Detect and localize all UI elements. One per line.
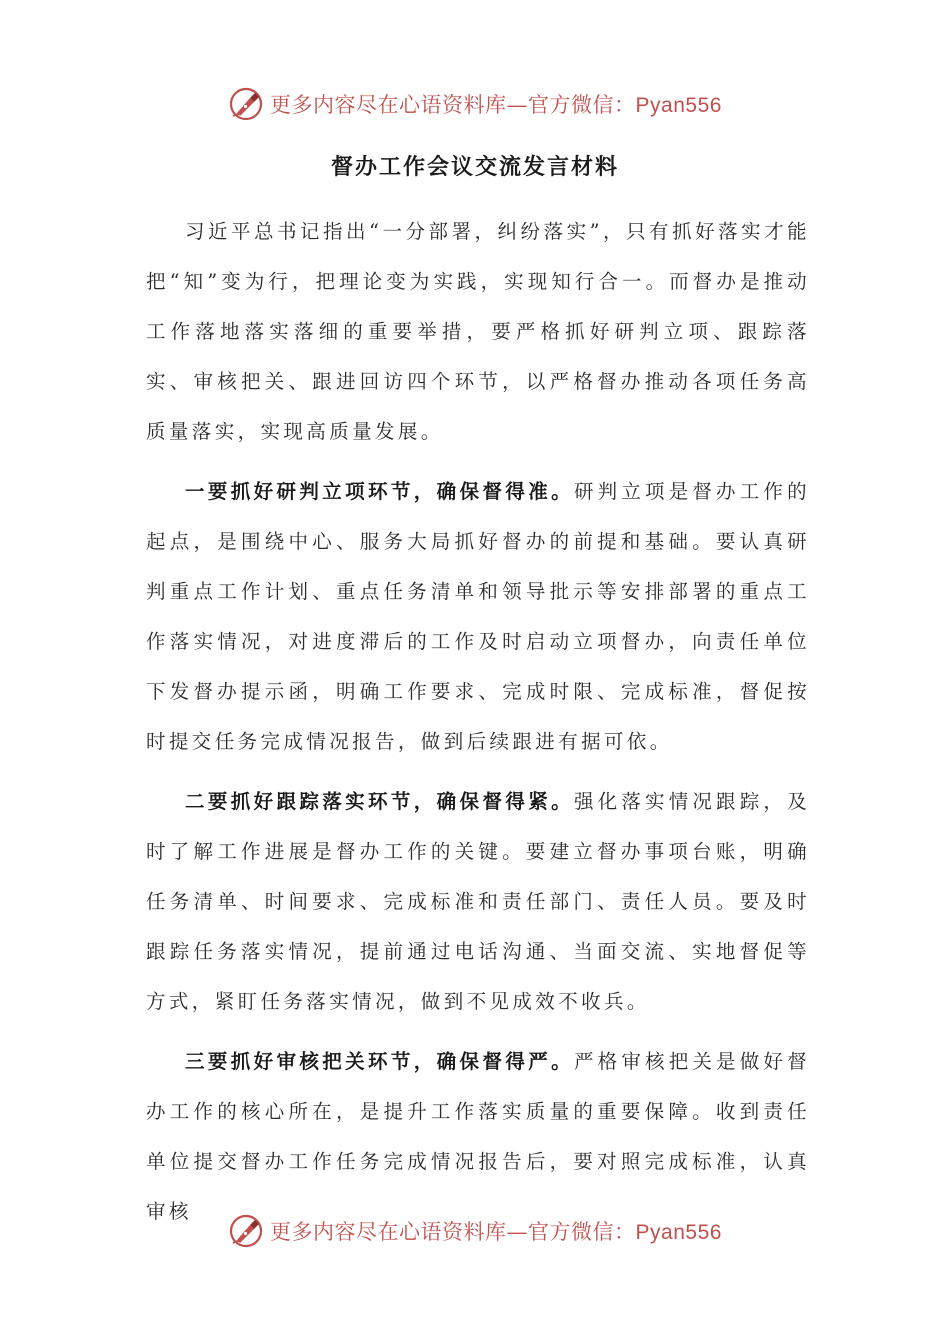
paragraph-section-3 (146, 1037, 810, 1237)
promo-label: 更多内容尽在心语资料库—官方微信： (270, 93, 636, 117)
promo-text (270, 1216, 722, 1246)
wechat-id: Pyan556 (635, 94, 722, 117)
paragraph-section-1 (146, 467, 810, 767)
paragraph-text: 习近平总书记指出“一分部署，纠纷落实”，只有抓好落实才能把“知”变为行，把理论变为实践，实现知行合一。而督办是推动工作落地落实落细的重要举措，要严格抓好研判立项、跟踪落实、审核把关、跟进回访四个环节，以严格督办推动各项任务高质量落实，实现高质量发展。 (146, 220, 810, 443)
paragraph-lead: 三要抓好审核把关环节，确保督得严。 (185, 1050, 574, 1073)
header-promo-banner (0, 82, 950, 126)
pen-nib-logo-icon (228, 86, 264, 122)
paragraph-text: 强化落实情况跟踪，及时了解工作进展是督办工作的关键。要建立督办事项台账，明确任务清单、时间要求、完成标准和责任部门、责任人员。要及时跟踪任务落实情况，提前通过电话沟通、当面交流、实地督促等方式，紧盯任务落实情况，做到不见成效不收兵。 (146, 790, 810, 1013)
wechat-id: Pyan556 (635, 1221, 722, 1244)
paragraph-text: 严格审核把关是做好督办工作的核心所在，是提升工作落实质量的重要保障。收到责任单位提交督办工作任务完成情况报告后，要对照完成标准，认真审核 (146, 1050, 810, 1223)
paragraph-lead: 一要抓好研判立项环节，确保督得准。 (185, 480, 574, 503)
footer-promo-banner (0, 1209, 950, 1253)
paragraph-intro (146, 207, 810, 457)
promo-text (270, 89, 722, 119)
pen-nib-logo-icon (228, 1213, 264, 1249)
document-body (146, 207, 810, 1247)
document-title: 督办工作会议交流发言材料 (330, 155, 619, 180)
promo-label: 更多内容尽在心语资料库—官方微信： (270, 1220, 636, 1244)
paragraph-section-2 (146, 777, 810, 1027)
paragraph-text: 研判立项是督办工作的起点，是围绕中心、服务大局抓好督办的前提和基础。要认真研判重点工作计划、重点任务清单和领导批示等安排部署的重点工作落实情况，对进度滞后的工作及时启动立项督办，向责任单位下发督办提示函，明确工作要求、完成时限、完成标准，督促按时提交任务完成情况报告，做到后续跟进有据可依。 (146, 480, 810, 753)
paragraph-lead: 二要抓好跟踪落实环节，确保督得紧。 (185, 790, 574, 813)
